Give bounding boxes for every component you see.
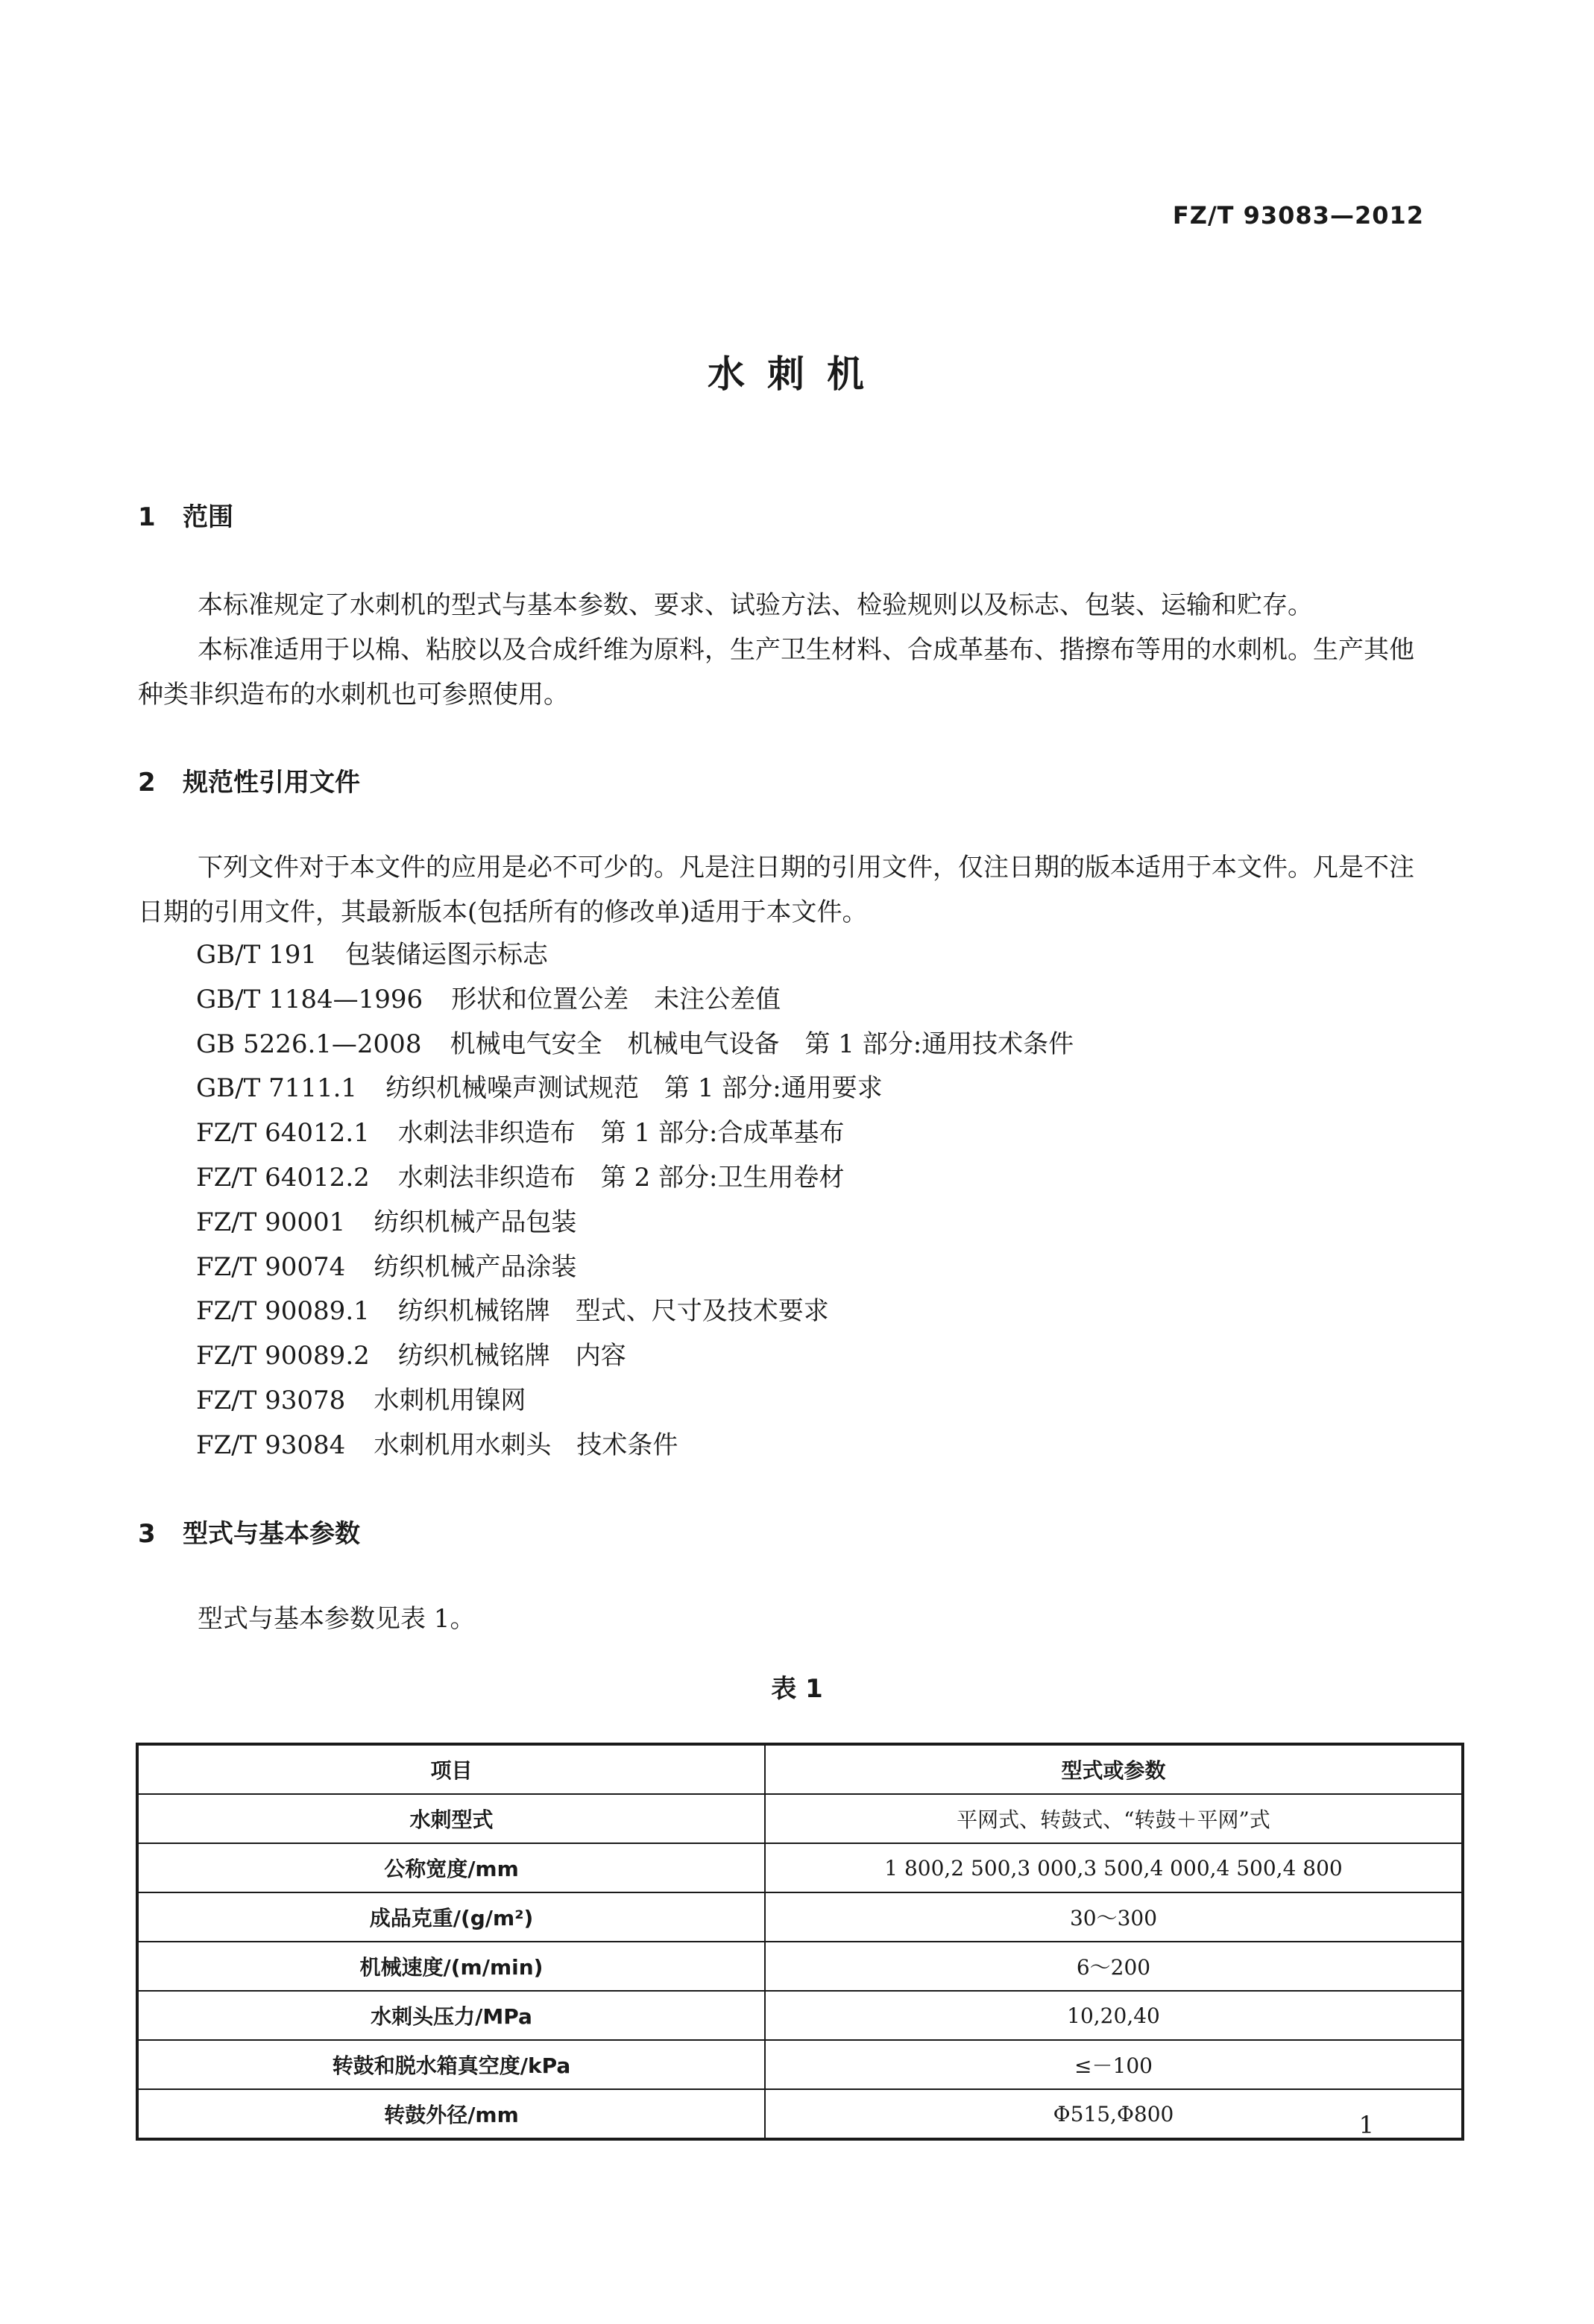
reference-item bbox=[196, 1111, 1074, 1156]
table-caption: 表 1 bbox=[771, 1674, 823, 1704]
section-heading-normative-references bbox=[138, 762, 360, 798]
reference-item bbox=[196, 1289, 1074, 1334]
reference-item bbox=[196, 1379, 1074, 1424]
section-number: 1 bbox=[138, 502, 156, 532]
reference-code: GB/T 1184—1996 bbox=[196, 984, 423, 1014]
table-cell-value: 6～200 bbox=[765, 1942, 1463, 1991]
table-cell-item: 成品克重/(g/m²) bbox=[137, 1892, 765, 1942]
reference-item bbox=[196, 933, 1074, 978]
reference-code: FZ/T 64012.1 bbox=[196, 1118, 370, 1149]
table-header-cell: 型式或参数 bbox=[765, 1744, 1463, 1794]
reference-title: 纺织机械铭牌 型式、尺寸及技术要求 bbox=[397, 1296, 829, 1327]
types-intro-paragraph: 型式与基本参数见表 1。 bbox=[198, 1604, 476, 1634]
reference-code: GB/T 191 bbox=[196, 940, 317, 970]
reference-title: 包装储运图示标志 bbox=[344, 940, 548, 970]
table-cell-value: 1 800,2 500,3 000,3 500,4 000,4 500,4 800 bbox=[765, 1843, 1463, 1892]
scope-paragraph: 本标准适用于以棉、粘胶以及合成纤维为原料，生产卫生材料、合成革基布、揩擦布等用的水刺机。生产其他种类非织造布的水刺机也可参照使用。 bbox=[138, 635, 1414, 710]
reference-title: 形状和位置公差 未注公差值 bbox=[451, 984, 781, 1014]
table-cell-value: 10,20,40 bbox=[765, 1991, 1463, 2040]
reference-item bbox=[196, 1245, 1074, 1290]
table-cell-value: ≤－100 bbox=[765, 2040, 1463, 2089]
table-cell-value: 平网式、转鼓式、“转鼓＋平网”式 bbox=[765, 1794, 1463, 1843]
table-row bbox=[137, 1892, 1463, 1942]
parameter-table bbox=[136, 1743, 1464, 2141]
section-heading-scope bbox=[138, 496, 233, 533]
reference-title: 水刺机用镍网 bbox=[374, 1385, 526, 1415]
reference-item bbox=[196, 1334, 1074, 1379]
reference-title: 纺织机械噪声测试规范 第 1 部分:通用要求 bbox=[385, 1073, 883, 1104]
reference-code: FZ/T 90074 bbox=[196, 1251, 346, 1282]
reference-title: 水刺法非织造布 第 2 部分:卫生用卷材 bbox=[397, 1162, 845, 1193]
reference-title: 纺织机械铭牌 内容 bbox=[397, 1341, 626, 1371]
section-number: 2 bbox=[138, 768, 156, 798]
table-cell-item: 转鼓和脱水箱真空度/kPa bbox=[137, 2040, 765, 2089]
reference-code: FZ/T 90089.1 bbox=[196, 1296, 370, 1327]
reference-code: FZ/T 93078 bbox=[196, 1385, 346, 1415]
table-row bbox=[137, 2040, 1463, 2089]
table-cell-item: 水刺头压力/MPa bbox=[137, 1991, 765, 2040]
table-header-row bbox=[137, 1744, 1463, 1794]
reference-code: GB 5226.1—2008 bbox=[196, 1029, 422, 1059]
reference-code: GB/T 7111.1 bbox=[196, 1073, 358, 1104]
reference-code: FZ/T 90089.2 bbox=[196, 1341, 370, 1371]
scope-paragraph: 本标准规定了水刺机的型式与基本参数、要求、试验方法、检验规则以及标志、包装、运输和贮存。 bbox=[198, 590, 1313, 620]
reference-title: 机械电气安全 机械电气设备 第 1 部分:通用技术条件 bbox=[450, 1029, 1074, 1059]
reference-title: 水刺法非织造布 第 1 部分:合成革基布 bbox=[397, 1118, 845, 1149]
references-intro-paragraph: 下列文件对于本文件的应用是必不可少的。凡是注日期的引用文件，仅注日期的版本适用于本文件。凡是不注日期的引用文件，其最新版本(包括所有的修改单)适用于本文件。 bbox=[138, 853, 1414, 927]
table-row bbox=[137, 1991, 1463, 2040]
reference-item bbox=[196, 1023, 1074, 1067]
page-number: 1 bbox=[1358, 2111, 1374, 2139]
reference-title: 纺织机械产品包装 bbox=[374, 1207, 577, 1237]
reference-list bbox=[196, 933, 1074, 1468]
reference-title: 水刺机用水刺头 技术条件 bbox=[374, 1430, 678, 1460]
reference-code: FZ/T 90001 bbox=[196, 1207, 346, 1237]
table-cell-item: 转鼓外径/mm bbox=[137, 2089, 765, 2139]
reference-title: 纺织机械产品涂装 bbox=[374, 1251, 577, 1282]
reference-item bbox=[196, 1424, 1074, 1468]
table-row bbox=[137, 1843, 1463, 1892]
reference-code: FZ/T 64012.2 bbox=[196, 1162, 370, 1193]
table-header-cell: 项目 bbox=[137, 1744, 765, 1794]
document-title: 水刺机 bbox=[708, 353, 886, 396]
table-cell-value: Φ515,Φ800 bbox=[765, 2089, 1463, 2139]
table-cell-value: 30～300 bbox=[765, 1892, 1463, 1942]
table-cell-item: 公称宽度/mm bbox=[137, 1843, 765, 1892]
table-row bbox=[137, 1794, 1463, 1843]
reference-item bbox=[196, 978, 1074, 1023]
reference-item bbox=[196, 1067, 1074, 1111]
table-cell-item: 水刺型式 bbox=[137, 1794, 765, 1843]
table-row bbox=[137, 2089, 1463, 2139]
section-heading-types-and-parameters bbox=[138, 1513, 360, 1550]
table-cell-item: 机械速度/(m/min) bbox=[137, 1942, 765, 1991]
reference-item bbox=[196, 1156, 1074, 1201]
section-title: 型式与基本参数 bbox=[183, 1519, 360, 1549]
reference-item bbox=[196, 1201, 1074, 1245]
section-number: 3 bbox=[138, 1519, 156, 1549]
table-row bbox=[137, 1942, 1463, 1991]
reference-code: FZ/T 93084 bbox=[196, 1430, 346, 1460]
standard-code: FZ/T 93083—2012 bbox=[1172, 201, 1424, 230]
section-title: 范围 bbox=[183, 502, 233, 532]
section-title: 规范性引用文件 bbox=[183, 768, 360, 798]
